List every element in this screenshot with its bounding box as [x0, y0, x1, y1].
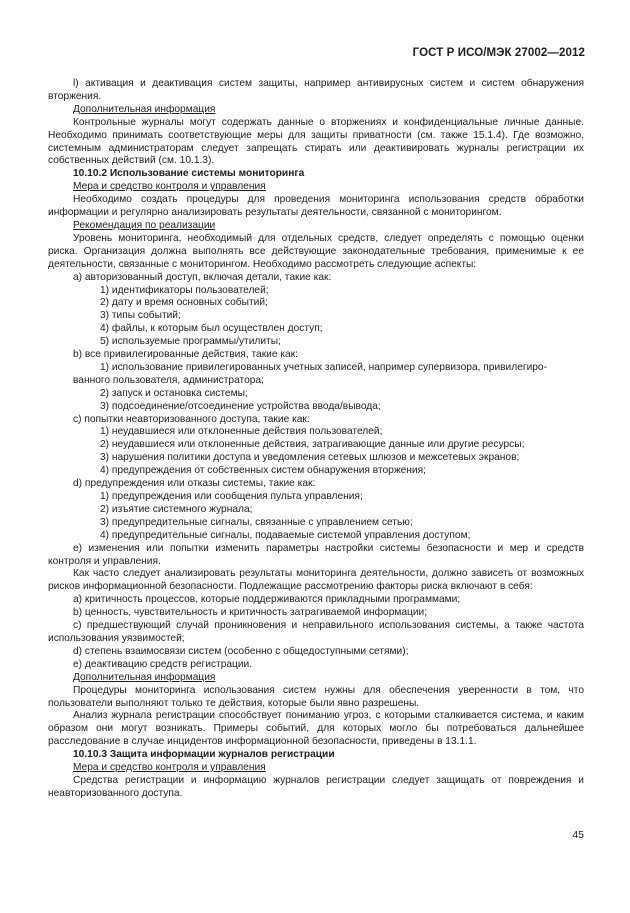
paragraph: 2) изъятие системного журнала;	[100, 503, 253, 515]
subheading-text: Мера и средство контроля и управления	[73, 762, 266, 774]
document-header: ГОСТ Р ИСО/МЭК 27002—2012	[412, 47, 585, 59]
paragraph: 1) неудавшиеся или отклоненные действия пользователей;	[100, 426, 383, 438]
paragraph: a) критичность процессов, которые поддерживаются прикладными программами;	[73, 594, 461, 606]
paragraph: Средства регистрации и информацию журналов регистрации следует защищать от повреждения и неавторизованного доступа.	[48, 774, 584, 799]
paragraph: c) предшествующий случай проникновения и неправильного использования системы, а также частота использования уязвимостей;	[48, 620, 584, 644]
section-heading: 10.10.2 Использование системы мониторинга	[73, 168, 305, 180]
paragraph: l) активация и деактивация систем защиты, например антивирусных систем и систем обнаружения вторжения.	[48, 78, 584, 102]
paragraph: 3) предупредительные сигналы, связанные с управлением сетью;	[100, 516, 413, 528]
paragraph: 4) предупреждения от собственных систем обнаружения вторжения;	[100, 465, 426, 477]
paragraph: a) авторизованный доступ, включая детали, такие как:	[73, 271, 332, 283]
subheading-text: Дополнительная информация	[73, 103, 216, 115]
paragraph: 2) запуск и остановка системы;	[100, 387, 248, 399]
section-subheading	[48, 104, 584, 117]
paragraph: 1) идентификаторы пользователей;	[100, 284, 269, 296]
subheading-text: Рекомендация по реализации	[73, 219, 216, 231]
paragraph: 4) предупредительные сигналы, подаваемые системой управления доступом;	[100, 529, 471, 541]
section-subheading	[48, 181, 584, 194]
paragraph: b) ценность, чувствительность и критичность затрагиваемой информации;	[73, 607, 428, 619]
paragraph: 1) предупреждения или сообщения пульта управления;	[100, 491, 363, 502]
section-subheading	[48, 762, 584, 775]
paragraph: 5) используемые программы/утилиты;	[100, 336, 281, 348]
section-heading: 10.10.3 Защита информации журналов регистрации	[73, 749, 335, 761]
paragraph: 2) неудавшиеся или отклоненные действия, затрагивающие данные или другие ресурсы;	[100, 439, 525, 451]
page-number: 45	[572, 829, 584, 841]
paragraph: Как часто следует анализировать результаты мониторинга деятельности, должно зависеть от возможных рисков информационной безопасности. Подлежащие рассмотрению факторы риска включают в себя:	[48, 568, 584, 593]
paragraph: 3) нарушения политики доступа и уведомления сетевых шлюзов и межсетевых экранов;	[100, 452, 520, 464]
paragraph: 3) типы событий;	[100, 310, 181, 322]
paragraph: d) предупреждения или отказы системы, такие как:	[73, 478, 316, 490]
paragraph: b) все привилегированные действия, такие как:	[73, 349, 298, 361]
paragraph: d) степень взаимосвязи систем (особенно с общедоступными сетями);	[73, 645, 409, 657]
subheading-text: Мера и средство контроля и управления	[73, 181, 266, 193]
paragraph: Контрольные журналы могут содержать данные о вторжениях и конфиденциальные личные данные. Необходимо принимать соответствующие меры для защиты приватности (см. также 15.1.4). Где возможно, системным администраторам следует запрещать стирать или деактивировать журналы регистрации их собственных действий (см. 10.1.3).	[48, 116, 584, 167]
paragraph: 1) использование привилегированных учетных записей, например супервизора, привилегиро-	[100, 361, 547, 373]
paragraph: ванного пользователя, администратора;	[73, 374, 264, 386]
paragraph: Уровень мониторинга, необходимый для отдельных средств, следует определять с помощью оценки риска. Организация должна выполнять все действующие законодательные требования, применимые к ее деятельности, связанные с мониторингом. Необходимо рассмотреть следующие аспекты:	[48, 232, 584, 270]
paragraph: 4) файлы, к которым был осуществлен доступ;	[100, 323, 323, 335]
paragraph: e) изменения или попытки изменить параметры настройки системы безопасности и мер и средств контроля и управления.	[48, 542, 584, 567]
paragraph: 3) подсоединение/отсоединение устройства ввода/вывода;	[100, 400, 381, 412]
paragraph: c) попытки неавторизованного доступа, такие как:	[73, 413, 310, 425]
paragraph: 2) дату и время основных событий;	[100, 297, 268, 309]
paragraph: Необходимо создать процедуры для проведения мониторинга использования средств обработки информации и регулярно анализировать результаты деятельности, связанной с мониторингом.	[48, 194, 584, 219]
section-subheading	[48, 220, 584, 233]
section-subheading	[48, 672, 584, 685]
subheading-text: Дополнительная информация	[73, 671, 216, 683]
document-body	[48, 78, 584, 801]
paragraph: Процедуры мониторинга использования систем нужны для обеспечения уверенности в том, что пользователи выполняют только те действия, которые были явно разрешены.	[48, 684, 584, 709]
paragraph: e) деактивацию средств регистрации.	[73, 658, 253, 670]
paragraph: Анализ журнала регистрации способствует пониманию угроз, с которыми сталкивается система, и каким образом они могут возникать. Примеры событий, для которых могло бы потребоваться дальнейшее расследование в случае инцидентов информационной безопасности, приведены в 13.1.1.	[48, 710, 584, 748]
